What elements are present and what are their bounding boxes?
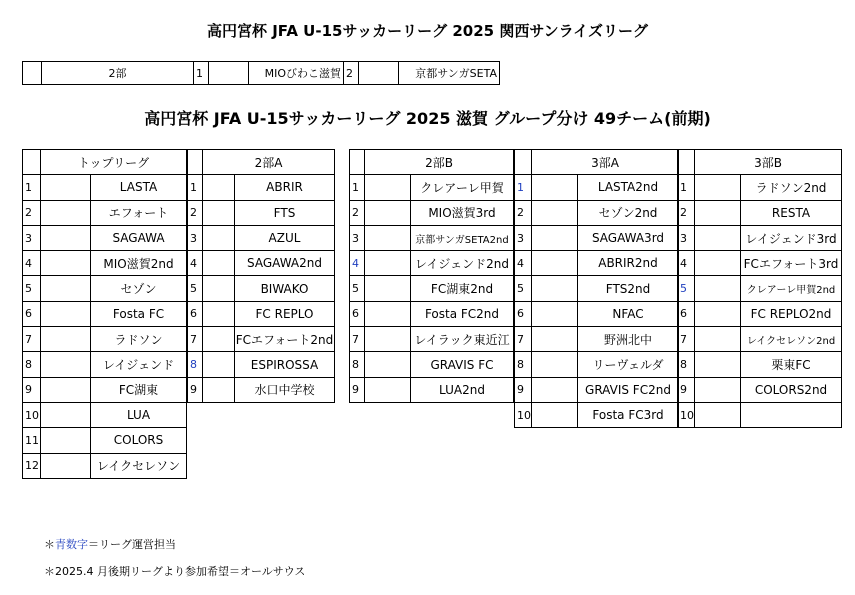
team-name: ラドソン [91,327,187,352]
team-number: 1 [678,175,695,200]
table-row [515,327,679,352]
team-number: 8 [188,352,203,377]
blank-cell [365,276,411,301]
team-number: 3 [350,225,365,250]
blank-cell [365,327,411,352]
team-number: 7 [515,327,532,352]
team-name: NFAC [578,301,679,326]
team-name: ESPIROSSA [235,352,335,377]
group-header: 3部B [695,150,842,175]
team-name: LUA2nd [411,377,514,402]
blank-cell [695,251,741,276]
blank-cell [695,327,741,352]
note-blue-label: 青数字 [55,538,88,551]
team-number: 1 [515,175,532,200]
table-row [678,402,842,427]
blank-cell [365,377,411,402]
blank-cell [365,251,411,276]
team-name: ABRIR [235,175,335,200]
header-blank-cell [23,150,41,175]
team-number: 4 [678,251,695,276]
team-number: 7 [23,327,41,352]
team-number: 8 [678,352,695,377]
table-row [23,402,187,427]
blank-cell [532,175,578,200]
header-blank-cell [515,150,532,175]
team-name: FCエフォート2nd [235,327,335,352]
team-name: MIO滋賀3rd [411,200,514,225]
group-table [677,149,842,428]
group-table [22,149,187,479]
team-name: SAGAWA [91,225,187,250]
team-number: 9 [23,377,41,402]
table-row [350,377,514,402]
table-row [678,251,842,276]
team-number: 11 [23,428,41,453]
team-name: ラドソン2nd [741,175,842,200]
table-row [515,225,679,250]
blank-cell [365,301,411,326]
team-name: FC REPLO [235,301,335,326]
team-name: 野洲北中 [578,327,679,352]
team-number: 10 [515,402,532,427]
blank-cell [365,225,411,250]
team-number: 4 [515,251,532,276]
table-row [515,200,679,225]
table-row [678,175,842,200]
table-row [678,200,842,225]
team-name: FCエフォート3rd [741,251,842,276]
blank-cell [41,251,91,276]
team-number: 1 [188,175,203,200]
team-number: 2 [515,200,532,225]
team-number: 2 [188,200,203,225]
kansai-entry-number: 1 [194,62,209,85]
blank-cell [532,327,578,352]
blank-cell [41,352,91,377]
table-row [188,175,335,200]
team-name: クレアーレ甲賀2nd [741,276,842,301]
table-row [678,301,842,326]
table-row [188,225,335,250]
table-row [515,276,679,301]
table-row [23,327,187,352]
team-number: 6 [678,301,695,326]
group-header: トップリーグ [41,150,187,175]
team-name: レイラック東近江 [411,327,514,352]
group-table [514,149,679,428]
team-number: 8 [515,352,532,377]
team-number: 7 [350,327,365,352]
team-name: セゾン2nd [578,200,679,225]
team-name: LUA [91,402,187,427]
kansai-entry-name: 京都サンガSETA [399,62,500,85]
team-number: 5 [678,276,695,301]
table-row [23,352,187,377]
blank-cell [695,225,741,250]
blank-cell [203,200,235,225]
team-name: レイクセレソン2nd [741,327,842,352]
kansai-blank-cell [209,62,249,85]
team-name: SAGAWA2nd [235,251,335,276]
blank-cell [532,301,578,326]
team-number: 8 [350,352,365,377]
team-name: FC REPLO2nd [741,301,842,326]
table-row [188,301,335,326]
team-name: セゾン [91,276,187,301]
team-number: 5 [23,276,41,301]
team-number: 7 [678,327,695,352]
team-name: GRAVIS FC2nd [578,377,679,402]
team-name: Fosta FC2nd [411,301,514,326]
note-marker: ＊ [44,538,55,551]
team-name: FTS [235,200,335,225]
team-number: 4 [23,251,41,276]
blank-cell [41,175,91,200]
table-row [515,352,679,377]
table-row [350,352,514,377]
team-name: レイジェンド [91,352,187,377]
blank-cell [41,377,91,402]
team-name: レイクセレソン [91,453,187,478]
table-row [23,251,187,276]
blank-cell [695,352,741,377]
table-row [515,377,679,402]
blank-cell [365,352,411,377]
team-number: 6 [350,301,365,326]
table-row [678,225,842,250]
kansai-league-table [22,61,500,85]
group-header: 2部B [365,150,514,175]
blank-cell [695,377,741,402]
table-row [23,225,187,250]
blank-cell [532,402,578,427]
team-number: 3 [188,225,203,250]
team-number: 4 [188,251,203,276]
blank-cell [203,352,235,377]
team-number: 5 [515,276,532,301]
team-name: FC湖東 [91,377,187,402]
team-name: COLORS [91,428,187,453]
header-blank-cell [188,150,203,175]
blank-cell [695,200,741,225]
team-number: 1 [23,175,41,200]
team-number: 4 [350,251,365,276]
team-number: 2 [350,200,365,225]
team-number: 9 [678,377,695,402]
blank-cell [532,276,578,301]
team-name: RESTA [741,200,842,225]
table-row [23,276,187,301]
blank-cell [203,377,235,402]
team-name: レイジェンド3rd [741,225,842,250]
team-number: 9 [515,377,532,402]
blank-cell [203,301,235,326]
note-join-request: ＊2025.4 月後期リーグより参加希望＝オールサウス [44,565,306,578]
blank-cell [532,377,578,402]
group-header: 2部A [203,150,335,175]
team-number: 6 [23,301,41,326]
team-number: 9 [350,377,365,402]
team-name: FC湖東2nd [411,276,514,301]
team-name: SAGAWA3rd [578,225,679,250]
team-number: 9 [188,377,203,402]
table-row [678,327,842,352]
blank-cell [695,276,741,301]
table-row [350,175,514,200]
table-row [678,352,842,377]
blank-cell [41,428,91,453]
table-row [515,175,679,200]
table-row [23,453,187,478]
team-number: 1 [350,175,365,200]
team-name: クレアーレ甲賀 [411,175,514,200]
blank-cell [532,200,578,225]
team-number: 6 [515,301,532,326]
team-name: レイジェンド2nd [411,251,514,276]
blank-cell [41,200,91,225]
team-number: 8 [23,352,41,377]
table-row [350,251,514,276]
header-blank-cell [678,150,695,175]
blank-cell [695,301,741,326]
team-number: 3 [678,225,695,250]
kansai-blank-cell [359,62,399,85]
table-row [23,428,187,453]
team-name: エフォート [91,200,187,225]
kansai-blank-cell [23,62,42,85]
kansai-entry-name: MIOびわこ滋賀 [249,62,344,85]
blank-cell [365,175,411,200]
team-number: 3 [23,225,41,250]
table-row [350,200,514,225]
team-name: 水口中学校 [235,377,335,402]
team-number: 5 [350,276,365,301]
blank-cell [365,200,411,225]
group-header: 3部A [532,150,679,175]
team-name: LASTA2nd [578,175,679,200]
table-row [350,276,514,301]
team-name: LASTA [91,175,187,200]
blank-cell [41,402,91,427]
table-row [188,377,335,402]
table-row [350,327,514,352]
team-name: COLORS2nd [741,377,842,402]
note-text: ＝リーグ運営担当 [88,538,176,551]
team-name: BIWAKO [235,276,335,301]
table-row [515,402,679,427]
header-blank-cell [350,150,365,175]
blank-cell [41,301,91,326]
page-title: 高円宮杯 JFA U-15サッカーリーグ 2025 関西サンライズリーグ [207,22,648,40]
table-row [188,352,335,377]
blank-cell [532,251,578,276]
blank-cell [41,453,91,478]
team-number: 6 [188,301,203,326]
team-number: 12 [23,453,41,478]
table-row [23,175,187,200]
team-name: 栗東FC [741,352,842,377]
blank-cell [41,225,91,250]
blank-cell [203,251,235,276]
team-name: FTS2nd [578,276,679,301]
team-number: 10 [23,402,41,427]
team-name: 京都サンガSETA2nd [411,225,514,250]
group-table [349,149,514,403]
table-row [515,251,679,276]
team-number: 2 [678,200,695,225]
blank-cell [203,327,235,352]
table-row [23,200,187,225]
team-name: MIO滋賀2nd [91,251,187,276]
table-row [350,301,514,326]
team-number: 2 [23,200,41,225]
table-row [188,276,335,301]
team-number: 7 [188,327,203,352]
group-table [187,149,335,403]
blank-cell [41,276,91,301]
team-name: Fosta FC3rd [578,402,679,427]
team-name [741,402,842,427]
kansai-division-label: 2部 [42,62,194,85]
team-number: 3 [515,225,532,250]
blank-cell [41,327,91,352]
blank-cell [532,225,578,250]
blank-cell [203,175,235,200]
blank-cell [695,402,741,427]
blank-cell [695,175,741,200]
table-row [23,377,187,402]
table-row [188,327,335,352]
table-row [23,301,187,326]
team-name: ABRIR2nd [578,251,679,276]
table-row [188,251,335,276]
blank-cell [532,352,578,377]
table-row [678,276,842,301]
table-row [678,377,842,402]
blank-cell [203,276,235,301]
grouping-title: 高円宮杯 JFA U-15サッカーリーグ 2025 滋賀 グループ分け 49チーム(前期) [144,109,711,128]
kansai-entry-number: 2 [344,62,359,85]
table-row [350,225,514,250]
blank-cell [203,225,235,250]
team-name: AZUL [235,225,335,250]
table-row [515,301,679,326]
team-name: リーヴェルダ [578,352,679,377]
team-name: Fosta FC [91,301,187,326]
team-name: GRAVIS FC [411,352,514,377]
table-row [188,200,335,225]
team-number: 5 [188,276,203,301]
team-number: 10 [678,402,695,427]
note-blue-numbers [44,536,176,552]
